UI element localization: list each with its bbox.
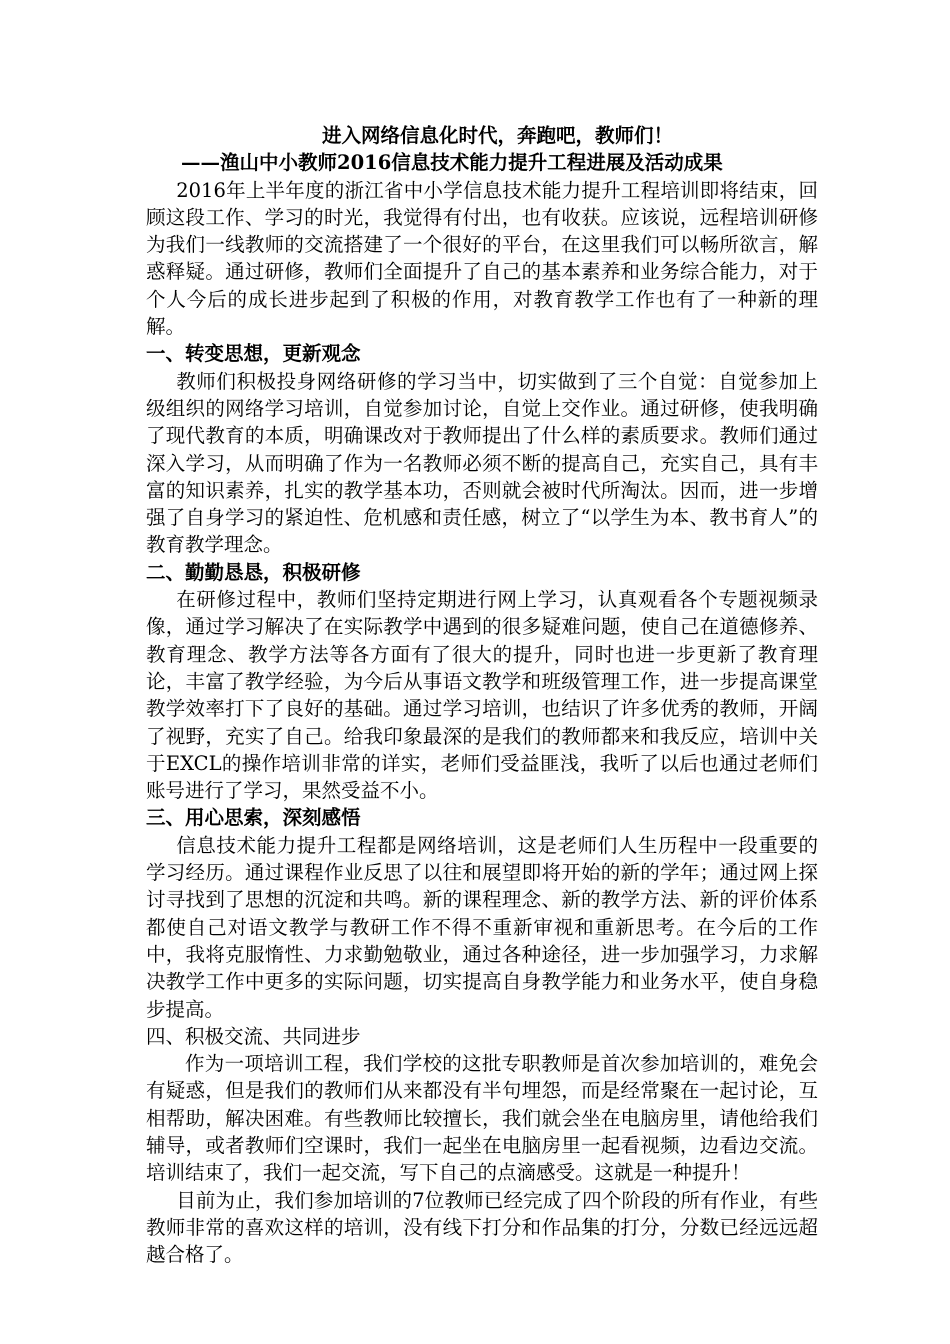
document-body (146, 122, 818, 1268)
section-heading-1: 一、转变思想，更新观念 (146, 342, 361, 366)
section-heading-2: 二、勤勤恳恳，积极研修 (146, 560, 361, 584)
section-body-3: 信息技术能力提升工程都是网络培训，这是老师们人生历程中一段重要的学习经历。通过课程作业反思了以往和展望即将开始的新的学年；通过网上探讨寻找到了思想的沉淀和共鸣。新的课程理念、新的教学方法、新的评价体系都使自己对语文教学与教研工作不得不重新审视和重新思考。在今后的工作中，我将克服惰性、力求勤勉敬业，通过各种途径，进一步加强学习，力求解决教学工作中更多的实际问题，切实提高自身教学能力和业务水平，使自身稳步提高。 (146, 833, 818, 1021)
section-heading-4: 四、积极交流、共同进步 (146, 1024, 361, 1048)
document-subtitle: ——渔山中小教师2016信息技术能力提升工程进展及活动成果 (181, 151, 723, 175)
section-heading-3: 三、用心思索，深刻感悟 (146, 806, 361, 830)
intro-paragraph: 2016年上半年度的浙江省中小学信息技术能力提升工程培训即将结束，回顾这段工作、学习的时光，我觉得有付出，也有收获。应该说，远程培训研修为我们一线教师的交流搭建了一个很好的平台，在这里我们可以畅所欲言，解惑释疑。通过研修，教师们全面提升了自己的基本素养和业务综合能力，对于个人今后的成长进步起到了积极的作用，对教育教学工作也有了一种新的理解。 (146, 178, 818, 339)
closing-paragraph: 目前为止，我们参加培训的7位教师已经完成了四个阶段的所有作业，有些教师非常的喜欢这样的培训，没有线下打分和作品集的打分，分数已经远远超越合格了。 (146, 1188, 818, 1267)
section-body-4: 作为一项培训工程，我们学校的这批专职教师是首次参加培训的，难免会有疑惑，但是我们的教师们从来都没有半句埋怨，而是经常聚在一起讨论，互相帮助，解决困难。有些教师比较擅长，我们就会坐在电脑房里，请他给我们辅导，或者教师们空课时，我们一起坐在电脑房里一起看视频，边看边交流。培训结束了，我们一起交流，写下自己的点滴感受。这就是一种提升！ (146, 1052, 818, 1185)
document-title: 进入网络信息化时代，奔跑吧，教师们！ (322, 124, 674, 147)
section-body-2: 在研修过程中，教师们坚持定期进行网上学习，认真观看各个专题视频录像，通过学习解决了在实际教学中遇到的很多疑难问题，使自己在道德修养、教育理念、教学方法等各方面有了很大的提升，同时也进一步更新了教育理论，丰富了教学经验，为今后从事语文教学和班级管理工作，进一步提高课堂教学效率打下了良好的基础。通过学习培训，也结识了许多优秀的教师，开阔了视野，充实了自己。给我印象最深的是我们的教师都来和我反应，培训中关于EXCL的操作培训非常的详实，老师们受益匪浅，我听了以后也通过老师们账号进行了学习，果然受益不小。 (146, 588, 818, 803)
section-body-1: 教师们积极投身网络研修的学习当中，切实做到了三个自觉：自觉参加上级组织的网络学习培训，自觉参加讨论，自觉上交作业。通过研修，使我明确了现代教育的本质，明确课改对于教师提出了什么样的素质要求。教师们通过深入学习，从而明确了作为一名教师必须不断的提高自己，充实自己，具有丰富的知识素养，扎实的教学基本功，否则就会被时代所淘汰。因而，进一步增强了自身学习的紧迫性、危机感和责任感，树立了“以学生为本、教书育人”的教育教学理念。 (146, 369, 818, 557)
